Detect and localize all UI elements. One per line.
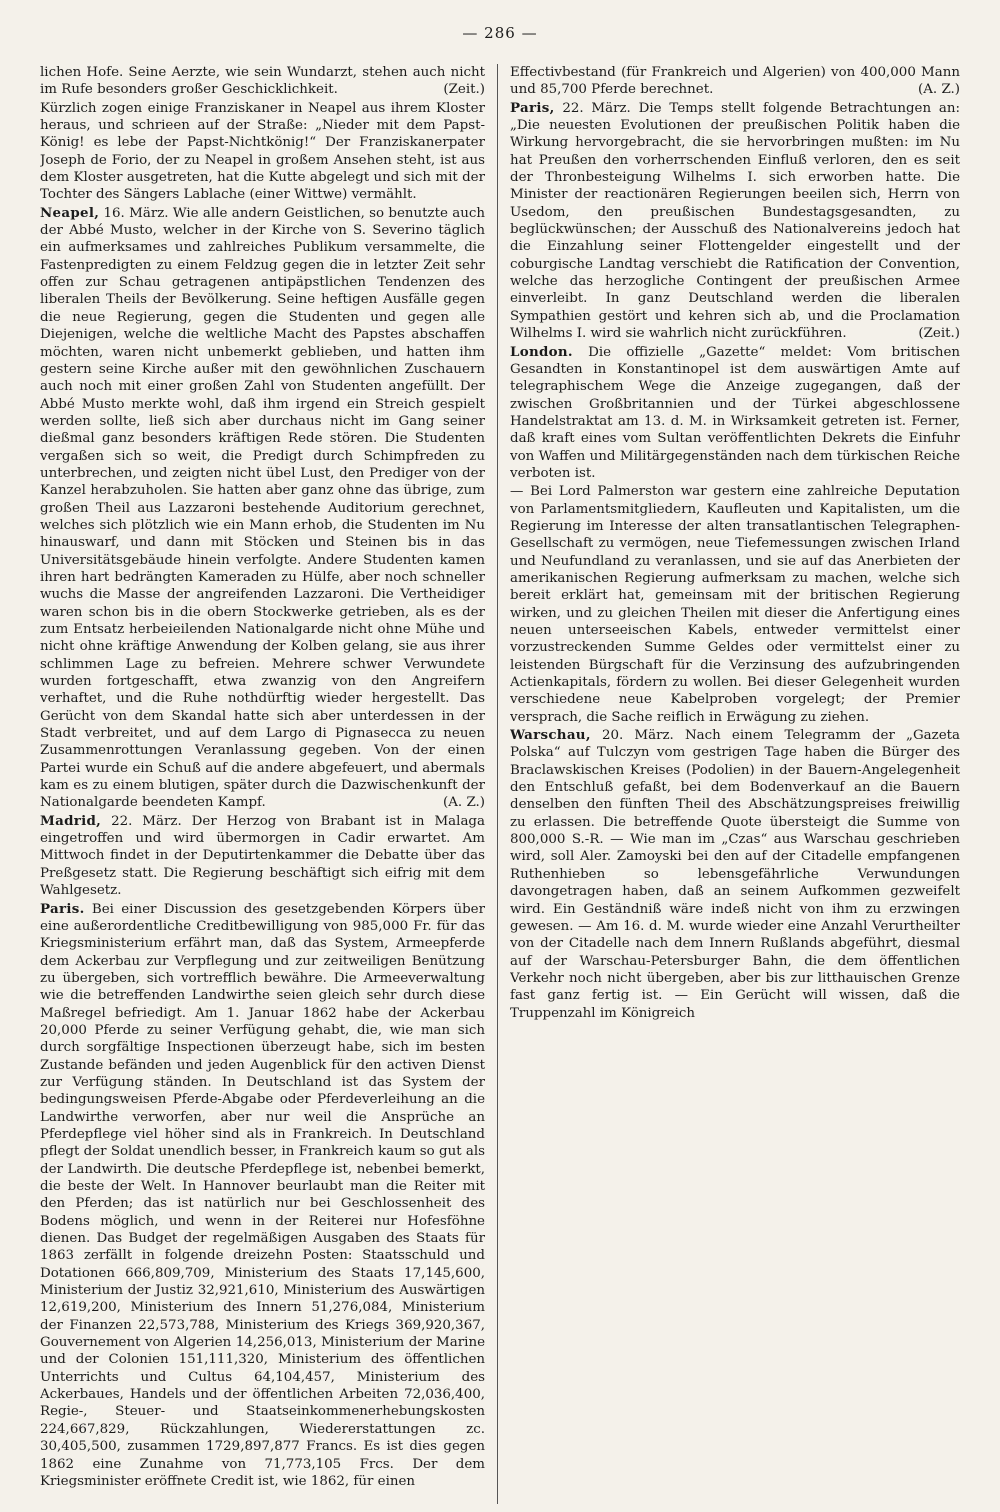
article-paragraph	[510, 100, 960, 343]
article-source: (A. Z.)	[443, 795, 485, 811]
article-body: Die Temps stellt folgende Betrachtungen an: „Die neuesten Evolutionen der preußischen Politik haben die Wirkung hervorgebracht, die sie hervorbringen mußten: im Nu hat Preußen den vorherrschenden Einfluß verloren, den es seit der Thronbesteigung Wilhelms I. sich erworben hatte. Die Minister der reactionären Regierungen beeilen sich, Herrn von Usedom, den preußischen Bundestagsgesandten, zu beglückwünschen; der Ausschuß des Nationalvereins jedoch hat die Einzahlung seiner Flottengelder eingestellt und der coburgische Landtag verschiebt die Ratification der Convention, welche das herzogliche Contingent der preußischen Armee einverleibt. In ganz Deutschland werden die liberalen Sympathien gestört und kehren sich ab, und die Proclamation Wilhelms I. wird sie wahrlich nicht zurückführen.	[510, 100, 960, 342]
article-body: Die offizielle „Gazette“ meldet: Vom britischen Gesandten in Konstantinopel ist dem auswärtigen Amte auf telegraphischem Wege die Anzeige zugegangen, daß der zwischen Großbritannien und der Türkei abgeschlossene Handelstraktat am 13. d. M. in Wirksamkeit getreten ist. Ferner, daß kraft eines vom Sultan veröffentlichten Dekrets die Einfuhr von Waffen und Militärgegenständen nach dem türkischen Reiche verboten ist.	[510, 344, 960, 481]
article-dateline: Paris.	[40, 900, 85, 917]
article-source: (Zeit.)	[443, 82, 485, 98]
article-date: 22. März.	[562, 100, 631, 116]
right-column	[510, 64, 960, 1504]
article-body: Der Herzog von Brabant ist in Malaga eingetroffen und wird übermorgen in Cadir erwartet. Am Mittwoch findet in der Deputirtenkammer die Debatte über das Preßgesetz statt. Die Regierung beschäftigt sich eifrig mit dem Wahlgesetz.	[40, 813, 485, 899]
article-body: — Bei Lord Palmerston war gestern eine zahlreiche Deputation von Parlamentsmitgliedern, Kaufleuten und Kapitalisten, um die Regierung im Interesse der alten transatlantischen Telegraphen-Gesellschaft zu vermögen, neue Tiefemessungen zwischen Irland und Neufundland zu veranlassen, und sie auf das Anerbieten der amerikanischen Regierung aufmerksam zu machen, welche sich bereit erklärt hat, gemeinsam mit der britischen Regierung wirken, und zu gleichen Theilen mit dieser die Anfertigung eines neuen unterseeischen Kabels, entweder vermittelst einer vorzustreckenden Summe Geldes oder vermittelst einer zu leistenden Bürgschaft für die Verzinsung des aufzubringenden Actienkapitals, fördern zu wollen. Bei dieser Gelegenheit wurden verschiedene neue Kabelproben vorgelegt; der Premier versprach, die Sache reiflich in Erwägung zu ziehen.	[510, 484, 960, 725]
article-paragraph	[510, 344, 960, 483]
article-dateline: Paris,	[510, 99, 555, 116]
article-paragraph	[510, 727, 960, 1022]
article-paragraph	[40, 64, 485, 99]
article-paragraph	[40, 205, 485, 812]
left-column	[40, 64, 485, 1504]
article-dateline: Neapel,	[40, 204, 100, 221]
article-paragraph	[40, 813, 485, 900]
article-paragraph	[510, 483, 960, 726]
page-number: — 286 —	[462, 24, 538, 42]
article-dateline: Madrid,	[40, 812, 102, 829]
article-date: 16. März.	[103, 205, 169, 221]
article-body: Nach einem Telegramm der „Gazeta Polska“ auf Tulczyn vom gestrigen Tage haben die Bürger des Braclawskischen Kreises (Podolien) in der Bauern-Angelegenheit den Entschluß gefaßt, bei dem Bodenverkauf an die Bauern denselben den fünften Theil des Abschätzungspreises freiwillig zu erlassen. Die betreffende Quote übersteigt die Summe von 800,000 S.-R. — Wie man im „Czas“ aus Warschau geschrieben wird, soll Aler. Zamoyski bei den auf der Citadelle empfangenen Ruthenhieben so lebensgefährliche Verwundungen davongetragen haben, daß an seinem Aufkommen gezweifelt wird. Ein Geständniß wäre indeß nicht von ihm zu erzwingen gewesen. — Am 16. d. M. wurde wieder eine Anzahl Verurtheilter von der Citadelle nach dem Innern Rußlands abgeführt, diesmal auf der Warschau-Petersburger Bahn, die dem öffentlichen Verkehr noch nicht übergeben, aber bis zur litthauischen Grenze fast ganz fertig ist. — Ein Gerücht will wissen, daß die Truppenzahl im Königreich	[510, 728, 960, 1021]
article-body: Kürzlich zogen einige Franziskaner in Neapel aus ihrem Kloster heraus, und schrieen auf der Straße: „Nieder mit dem Papst-König! es lebe der Papst-Nichtkönig!“ Der Franziskanerpater Joseph de Forio, der zu Neapel in großem Ansehen steht, ist aus dem Kloster ausgetreten, hat die Kutte abgelegt und sich mit der Tochter des Sängers Lablache (einer Wittwe) vermählt.	[40, 100, 485, 203]
article-source: (Zeit.)	[918, 326, 960, 342]
article-date: 22. März.	[111, 813, 182, 829]
article-paragraph-continued	[510, 64, 960, 99]
article-body: Wie alle andern Geistlichen, so benutzte auch der Abbé Musto, welcher in der Kirche von S. Severino täglich ein aufmerksames und zahlreiches Publikum versammelte, die Fastenpredigten zu einem Feldzug gegen die in letzter Zeit sehr offen zur Schau getragenen antipäpstlichen Tendenzen des liberalen Theils der Bevölkerung. Seine heftigen Ausfälle gegen die neue Regierung, gegen die Studenten und gegen alle Diejenigen, welche die weltliche Macht des Papstes abschaffen möchten, waren nicht unbemerkt geblieben, und hatten ihm gestern seine Kirche außer mit den gewöhnlichen Zuschauern auch noch mit einer großen Zahl von Studenten angefüllt. Der Abbé Musto merkte wohl, daß ihm irgend ein Streich gespielt werden sollte, ließ sich aber durchaus nicht im Gang seiner dießmal ganz besonders kräftigen Rede stören. Die Studenten vergaßen sich so weit, die Predigt durch Schimpfreden zu unterbrechen, und zeigten nicht übel Lust, den Prediger von der Kanzel herabzuholen. Sie hatten aber ganz ohne das übrige, zum großen Theil aus Lazzaroni bestehende Auditorium gerechnet, welches sich plötzlich wie ein Mann erhob, die Studenten im Nu hinauswarf, und dann mit Stöcken und Steinen bis in das Universitätsgebäude hinein verfolgte. Andere Studenten kamen ihren hart bedrängten Kameraden zu Hülfe, aber noch schneller wuchs die Masse der angreifenden Lazzaroni. Die Vertheidiger waren schon bis in die obern Stockwerke getrieben, als es der zum Entsatz herbeieilenden Nationalgarde nicht ohne Mühe und nicht ohne kräftige Anwendung der Kolben gelang, sie aus ihrer schlimmen Lage zu befreien. Mehrere schwer Verwundete wurden fortgeschafft, etwa zwanzig von den Angreifern verhaftet, und die Ruhe nothdürftig wieder hergestellt. Das Gerücht von dem Skandal hatte sich aber unterdessen in der Stadt verbreitet, und auf dem Largo di Pignasecca zu neuen Zusammenrottungen Veranlassung gegeben. Von der einen Partei wurde ein Schuß auf die andere abgefeuert, und abermals kam es zu einem blutigen, später durch die Dazwischenkunft der Nationalgarde beendeten Kampf.	[40, 205, 485, 811]
article-body: lichen Hofe. Seine Aerzte, wie sein Wundarzt, stehen auch nicht im Rufe besonders großer Geschicklichkeit.	[40, 65, 485, 98]
article-date: 20. März.	[601, 728, 674, 744]
article-body: Bei einer Discussion des gesetzgebenden Körpers über eine außerordentliche Creditbewilligung von 985,000 Fr. für das Kriegsministerium erfährt man, daß das System, Armeepferde dem Ackerbau zur Verpflegung und zur zeitweiligen Benützung zu übergeben, sich vortrefflich bewähre. Die Armeeverwaltung wie die betreffenden Landwirthe seien gleich sehr durch diese Maßregel befriedigt. Am 1. Januar 1862 habe der Ackerbau 20,000 Pferde zu seiner Verfügung gehabt, die, wie man sich durch sorgfältige Inspectionen überzeugt habe, sich im besten Zustande befänden und jeden Augenblick für den activen Dienst zur Verfügung ständen. In Deutschland ist das System der bedingungsweisen Pferde-Abgabe oder Pferdeverleihung an die Landwirthe verworfen, aber nur weil die Ansprüche an Pferdepflege viel höher sind als in Frankreich. In Deutschland pflegt der Soldat unendlich besser, in Frankreich kaum so gut als der Landwirth. Die deutsche Pferdepflege ist, nebenbei bemerkt, die beste der Welt. In Hannover beurlaubt man die Reiter mit den Pferden; das ist natürlich nur bei Geschlossenheit des Bodens möglich, und wenn in der Reiterei nur Hofesföhne dienen. Das Budget der regelmäßigen Ausgaben des Staats für 1863 zerfällt in folgende dreizehn Posten: Staatsschuld und Dotationen 666,809,709, Ministerium des Staats 17,145,600, Ministerium der Justiz 32,921,610, Ministerium des Auswärtigen 12,619,200, Ministerium des Innern 51,276,084, Ministerium der Finanzen 22,573,788, Ministerium des Kriegs 369,920,367, Gouvernement von Algerien 14,256,013, Ministerium der Marine und der Colonien 151,111,320, Ministerium des öffentlichen Unterrichts und Cultus 64,104,457, Ministerium des Ackerbaues, Handels und der öffentlichen Arbeiten 72,036,400, Regie-, Steuer- und Staatseinkommenerhebungskosten 224,667,829, Rückzahlungen, Wiedererstattungen zc. 30,405,500, zusammen 1729,897,877 Francs. Es ist dies gegen 1862 eine Zunahme von 71,773,105 Frcs. Der dem Kriegsminister eröffnete Credit ist, wie 1862, für einen	[40, 901, 485, 1489]
article-body-continued: Effectivbestand (für Frankreich und Algerien) von 400,000 Mann und 85,700 Pferde berechnet.	[510, 65, 960, 98]
article-dateline: London.	[510, 343, 573, 360]
article-dateline: Warschau,	[510, 727, 591, 744]
article-source: (A. Z.)	[918, 82, 960, 98]
article-paragraph	[40, 901, 485, 1491]
column-divider	[497, 64, 498, 1504]
article-paragraph	[40, 100, 485, 204]
